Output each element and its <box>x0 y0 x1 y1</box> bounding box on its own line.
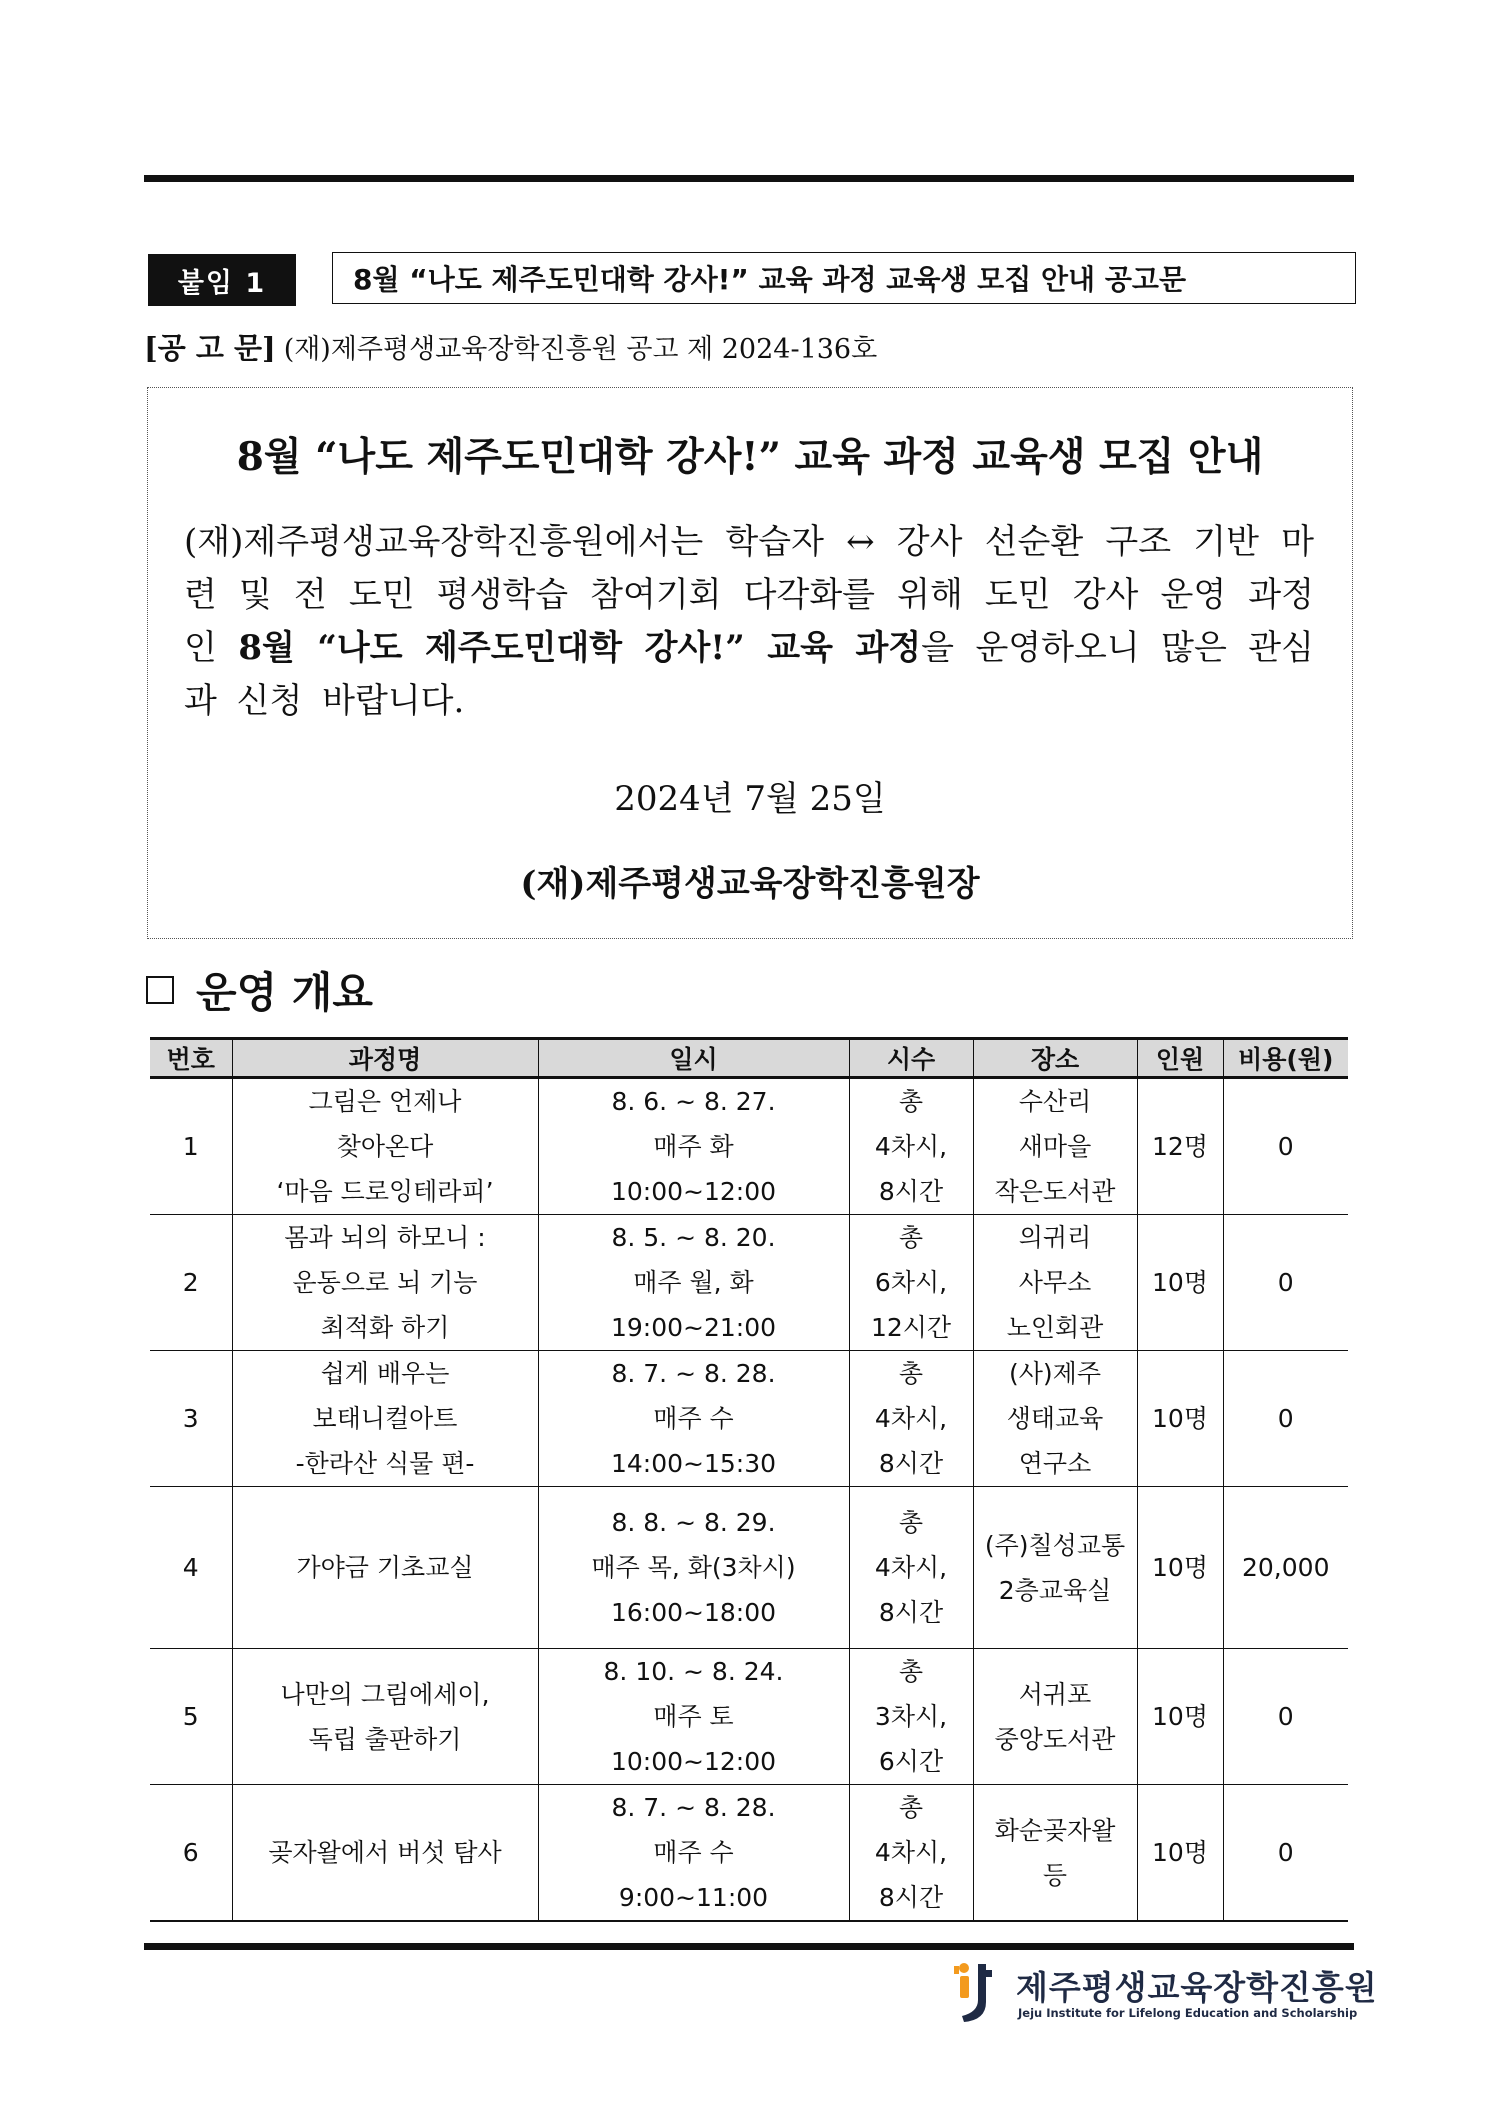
cell-schedule-line: 8. 5. ~ 8. 20. <box>611 1223 776 1252</box>
cell-no: 4 <box>150 1487 232 1649</box>
cell-course-line: 쉽게 배우는 <box>320 1359 450 1388</box>
cell-hours <box>849 1215 973 1351</box>
cell-course-line: 보태니컬아트 <box>312 1404 458 1433</box>
cell-course-line: 독립 출판하기 <box>308 1724 462 1754</box>
cell-fee: 20,000 <box>1223 1487 1348 1649</box>
cell-hours <box>849 1785 973 1922</box>
cell-fee: 0 <box>1223 1215 1348 1351</box>
cell-course-line: 운동으로 뇌 기능 <box>292 1268 478 1297</box>
cell-capacity: 10명 <box>1137 1487 1223 1649</box>
cell-schedule <box>538 1351 849 1487</box>
cell-course-line: 최적화 하기 <box>320 1313 450 1342</box>
bottom-divider <box>144 1943 1354 1950</box>
cell-place-line: 중앙도서관 <box>994 1724 1116 1754</box>
cell-capacity: 12명 <box>1137 1078 1223 1215</box>
announcement-body-course: 8월 “나도 제주도민대학 강사!” 교육 과정 <box>238 628 922 668</box>
table-row <box>150 1215 1348 1351</box>
cell-place <box>973 1078 1137 1215</box>
cell-hours-line: 12시간 <box>870 1313 952 1342</box>
cell-hours-line: 총 <box>898 1087 924 1116</box>
cell-course <box>232 1351 538 1487</box>
announcement-issuer: (재)제주평생교육장학진흥원장 <box>520 864 980 904</box>
checkbox-square-icon <box>146 976 174 1004</box>
cell-course-line: -한라산 식물 편- <box>295 1449 475 1478</box>
header-no: 번호 <box>150 1039 232 1078</box>
cell-schedule <box>538 1078 849 1215</box>
cell-capacity: 10명 <box>1137 1351 1223 1487</box>
table-row <box>150 1487 1348 1649</box>
header-fee: 비용(원) <box>1223 1039 1348 1078</box>
cell-place <box>973 1649 1137 1785</box>
cell-schedule-line: 8. 6. ~ 8. 27. <box>611 1087 776 1116</box>
cell-place-line: 2층교육실 <box>998 1575 1112 1605</box>
cell-schedule-line: 8. 8. ~ 8. 29. <box>611 1508 776 1537</box>
attachment-tag: 붙임 1 <box>148 254 296 306</box>
cell-hours-line: 총 <box>898 1223 924 1252</box>
cell-hours-line: 4차시, <box>874 1553 948 1582</box>
cell-hours-line: 8시간 <box>878 1883 944 1912</box>
notice-line <box>144 326 877 367</box>
cell-course-line: 곶자왈에서 버섯 탐사 <box>268 1838 502 1867</box>
cell-capacity: 10명 <box>1137 1785 1223 1922</box>
cell-schedule-line: 매주 화 <box>653 1132 734 1161</box>
cell-schedule-line: 매주 월, 화 <box>633 1268 754 1297</box>
footer-org-name-en: Jeju Institute for Lifelong Education and Scholarship <box>1018 2006 1358 2020</box>
cell-no: 6 <box>150 1785 232 1922</box>
cell-hours-line: 총 <box>898 1508 924 1537</box>
cell-course-line: 몸과 뇌의 하모니 : <box>284 1223 486 1252</box>
cell-course-line: 가야금 기초교실 <box>296 1553 474 1582</box>
cell-place-line: 서귀포 <box>1018 1679 1092 1709</box>
table-row <box>150 1078 1348 1215</box>
cell-course-line: 찾아온다 <box>336 1132 434 1161</box>
cell-place <box>973 1215 1137 1351</box>
cell-place-line: 사무소 <box>1018 1268 1092 1297</box>
cell-course <box>232 1487 538 1649</box>
cell-hours-line: 3차시, <box>874 1702 948 1731</box>
cell-place-line: 생태교육 <box>1006 1404 1104 1433</box>
cell-schedule <box>538 1649 849 1785</box>
cell-course <box>232 1215 538 1351</box>
announcement-body-text: (재)제주평생교육장학진흥원에서는 학습자 ↔ 강사 선순환 구조 기반 마련 및 전 도민 평생학습 참여기회 다각화를 위해 도민 강사 운영 과정인 <box>184 522 1314 668</box>
cell-fee: 0 <box>1223 1351 1348 1487</box>
attachment-title: 8월 “나도 제주도민대학 강사!” 교육 과정 교육생 모집 안내 공고문 <box>332 252 1356 304</box>
cell-course-line: 그림은 언제나 <box>308 1087 462 1116</box>
cell-hours-line: 4차시, <box>874 1838 948 1867</box>
jeju-institute-logo-icon <box>950 1960 996 2024</box>
table-body <box>150 1078 1348 1922</box>
cell-schedule <box>538 1215 849 1351</box>
cell-no: 2 <box>150 1215 232 1351</box>
cell-place <box>973 1487 1137 1649</box>
cell-hours-line: 총 <box>898 1359 924 1388</box>
notice-label: [공 고 문] <box>144 331 276 365</box>
cell-place-line: 새마을 <box>1018 1132 1092 1161</box>
table-header-row <box>150 1039 1348 1078</box>
cell-place-line: (주)칠성교통 <box>984 1530 1126 1560</box>
cell-no: 5 <box>150 1649 232 1785</box>
cell-schedule-line: 매주 토 <box>653 1702 734 1731</box>
cell-place-line: 의귀리 <box>1018 1223 1092 1252</box>
section-heading <box>146 960 373 1020</box>
cell-capacity: 10명 <box>1137 1215 1223 1351</box>
cell-fee: 0 <box>1223 1785 1348 1922</box>
cell-place <box>973 1351 1137 1487</box>
cell-place-line: 작은도서관 <box>994 1177 1116 1206</box>
table-row <box>150 1785 1348 1922</box>
cell-hours-line: 4차시, <box>874 1404 948 1433</box>
cell-schedule-line: 10:00~12:00 <box>610 1177 777 1206</box>
header-capacity: 인원 <box>1137 1039 1223 1078</box>
table-row <box>150 1649 1348 1785</box>
table-row <box>150 1351 1348 1487</box>
cell-hours <box>849 1487 973 1649</box>
announcement-body-closing: 을 운영하오니 많은 관심과 신청 바랍니다. <box>184 628 1314 721</box>
section-title: 운영 개요 <box>196 968 373 1017</box>
announcement-title: 8월 “나도 제주도민대학 강사!” 교육 과정 교육생 모집 안내 <box>236 434 1264 480</box>
cell-schedule-line: 8. 10. ~ 8. 24. <box>603 1657 784 1686</box>
cell-course <box>232 1649 538 1785</box>
cell-schedule-line: 19:00~21:00 <box>610 1313 777 1342</box>
cell-fee: 0 <box>1223 1078 1348 1215</box>
cell-course-line: 나만의 그림에세이, <box>280 1679 490 1709</box>
announcement-box <box>147 387 1353 939</box>
cell-place-line: 연구소 <box>1018 1449 1092 1478</box>
cell-schedule <box>538 1487 849 1649</box>
cell-hours-line: 8시간 <box>878 1449 944 1478</box>
announcement-body <box>184 516 1314 728</box>
cell-course <box>232 1078 538 1215</box>
cell-place-line: 화순곶자왈 <box>994 1815 1116 1845</box>
cell-hours-line: 총 <box>898 1793 924 1822</box>
cell-place-line: 등 <box>1042 1860 1068 1890</box>
footer-org-name: 제주평생교육장학진흥원 <box>1016 1968 1378 2007</box>
cell-hours-line: 8시간 <box>878 1177 944 1206</box>
cell-no: 3 <box>150 1351 232 1487</box>
cell-schedule-line: 8. 7. ~ 8. 28. <box>611 1359 776 1388</box>
cell-schedule-line: 매주 목, 화(3차시) <box>591 1553 796 1582</box>
cell-place-line: (사)제주 <box>1009 1359 1101 1388</box>
header-course: 과정명 <box>232 1039 538 1078</box>
cell-schedule-line: 10:00~12:00 <box>610 1747 777 1776</box>
cell-hours <box>849 1351 973 1487</box>
announcement-date: 2024년 7월 25일 <box>614 779 886 819</box>
cell-course-line: ‘마음 드로잉테라피’ <box>276 1177 494 1206</box>
cell-schedule-line: 9:00~11:00 <box>618 1883 769 1912</box>
cell-hours-line: 총 <box>898 1657 924 1686</box>
cell-no: 1 <box>150 1078 232 1215</box>
cell-schedule-line: 매주 수 <box>653 1404 734 1433</box>
cell-hours-line: 8시간 <box>878 1598 944 1627</box>
cell-capacity: 10명 <box>1137 1649 1223 1785</box>
cell-hours-line: 4차시, <box>874 1132 948 1161</box>
cell-hours <box>849 1649 973 1785</box>
header-place: 장소 <box>973 1039 1137 1078</box>
top-divider <box>144 175 1354 182</box>
cell-schedule <box>538 1785 849 1922</box>
cell-hours <box>849 1078 973 1215</box>
header-schedule: 일시 <box>538 1039 849 1078</box>
cell-place <box>973 1785 1137 1922</box>
cell-place-line: 수산리 <box>1018 1087 1092 1116</box>
cell-place-line: 노인회관 <box>1006 1313 1104 1342</box>
footer-logo <box>950 1958 1378 2028</box>
cell-hours-line: 6차시, <box>874 1268 948 1297</box>
cell-course <box>232 1785 538 1922</box>
notice-number: (재)제주평생교육장학진흥원 공고 제 2024-136호 <box>283 334 878 365</box>
cell-schedule-line: 16:00~18:00 <box>610 1598 777 1627</box>
cell-hours-line: 6시간 <box>878 1747 944 1776</box>
cell-schedule-line: 매주 수 <box>653 1838 734 1867</box>
cell-schedule-line: 8. 7. ~ 8. 28. <box>611 1793 776 1822</box>
overview-table <box>150 1037 1348 1922</box>
header-hours: 시수 <box>849 1039 973 1078</box>
cell-fee: 0 <box>1223 1649 1348 1785</box>
cell-schedule-line: 14:00~15:30 <box>610 1449 777 1478</box>
